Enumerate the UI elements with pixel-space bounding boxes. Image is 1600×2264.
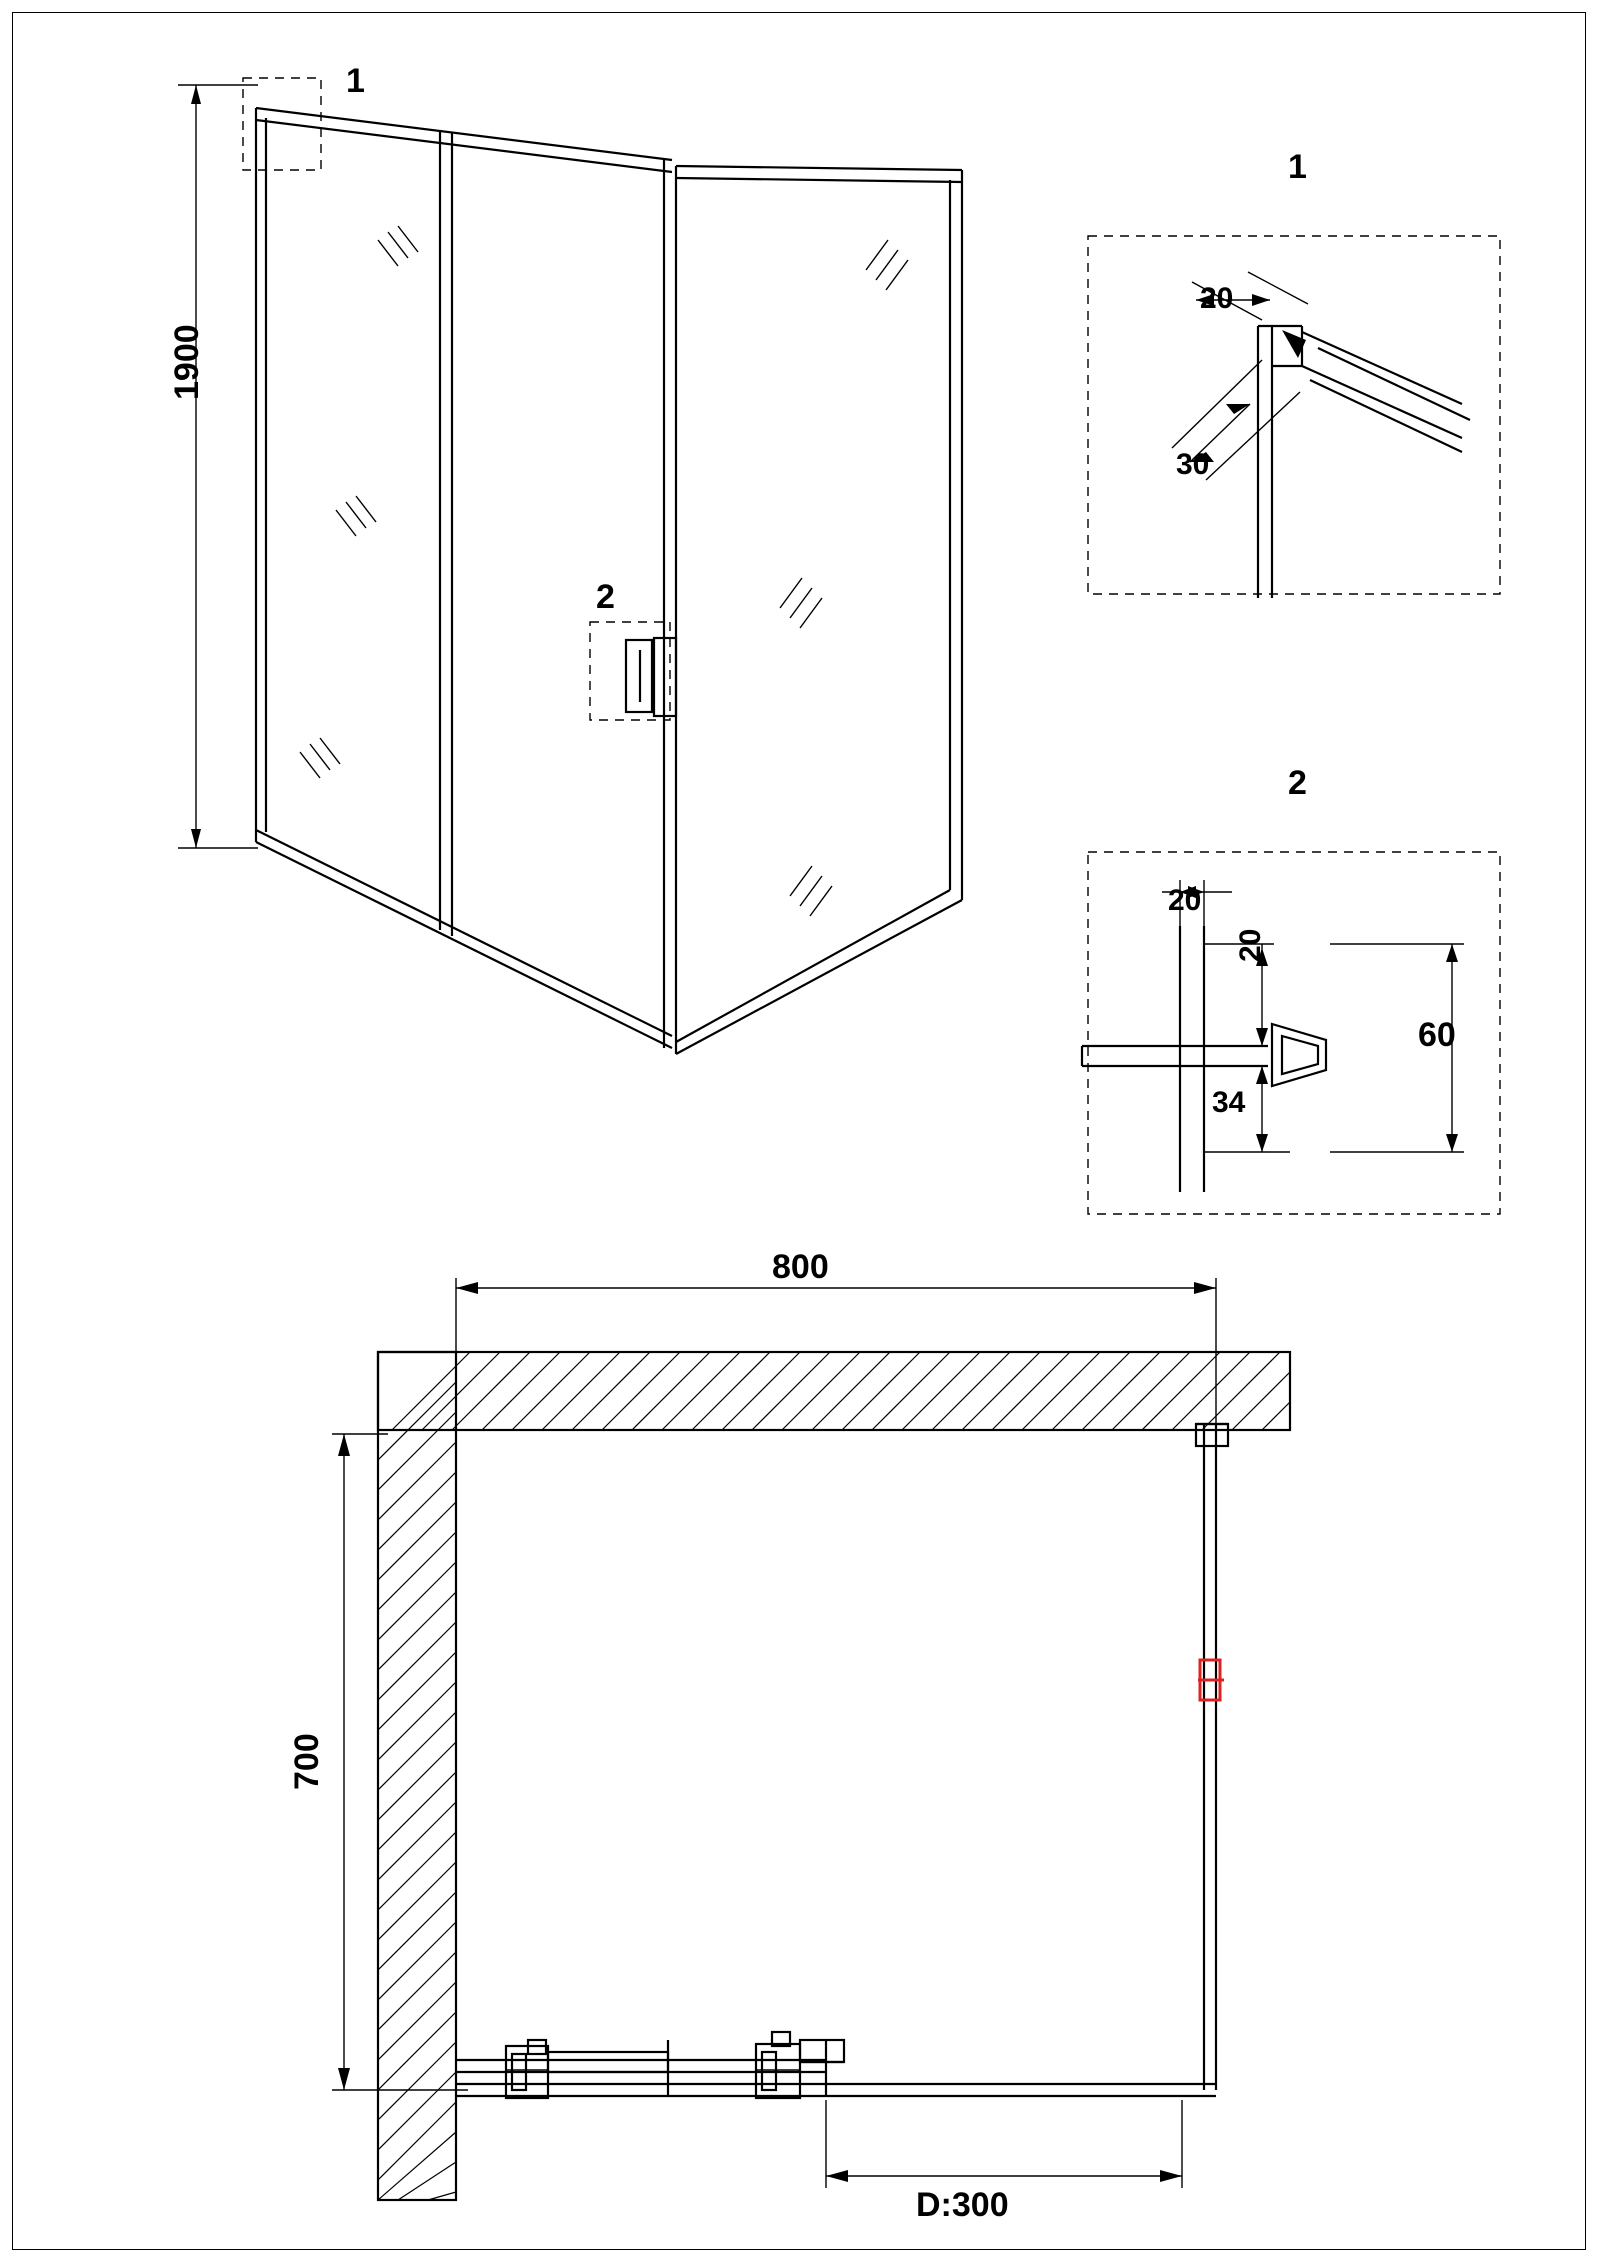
dimension-d300 <box>826 2100 1182 2188</box>
callout-2-box <box>590 622 670 720</box>
dimension-label-1900: 1900 <box>168 324 206 400</box>
plan-dim-label-d300: D:300 <box>916 2186 1009 2224</box>
detail1-dim-label-30: 30 <box>1176 448 1210 481</box>
detail1-dim-label-20: 20 <box>1200 282 1234 315</box>
detail-1-view <box>1088 236 1500 598</box>
callout-label-2: 2 <box>596 578 615 616</box>
door-carriage-left <box>506 2040 668 2098</box>
detail-2-label: 2 <box>1288 764 1307 802</box>
detail2-dim-label-34: 34 <box>1212 1086 1246 1119</box>
detail2-dim-label-60: 60 <box>1418 1016 1456 1054</box>
door-carriage-right <box>756 2032 844 2098</box>
plan-dim-label-800: 800 <box>772 1248 829 1286</box>
dimension-700 <box>332 1434 468 2090</box>
detail2-dim-label-20-top: 20 <box>1168 884 1202 917</box>
iso-view <box>178 78 962 1054</box>
detail-1-label: 1 <box>1288 148 1307 186</box>
detail2-dim-label-20-inner: 20 <box>1234 928 1267 962</box>
callout-label-1: 1 <box>346 62 365 100</box>
door-handle <box>626 638 676 716</box>
dimension-1900 <box>178 85 258 848</box>
plan-view <box>332 1278 1290 2200</box>
plan-dim-label-700: 700 <box>288 1733 326 1790</box>
glass-sparkle-marks <box>300 226 908 916</box>
